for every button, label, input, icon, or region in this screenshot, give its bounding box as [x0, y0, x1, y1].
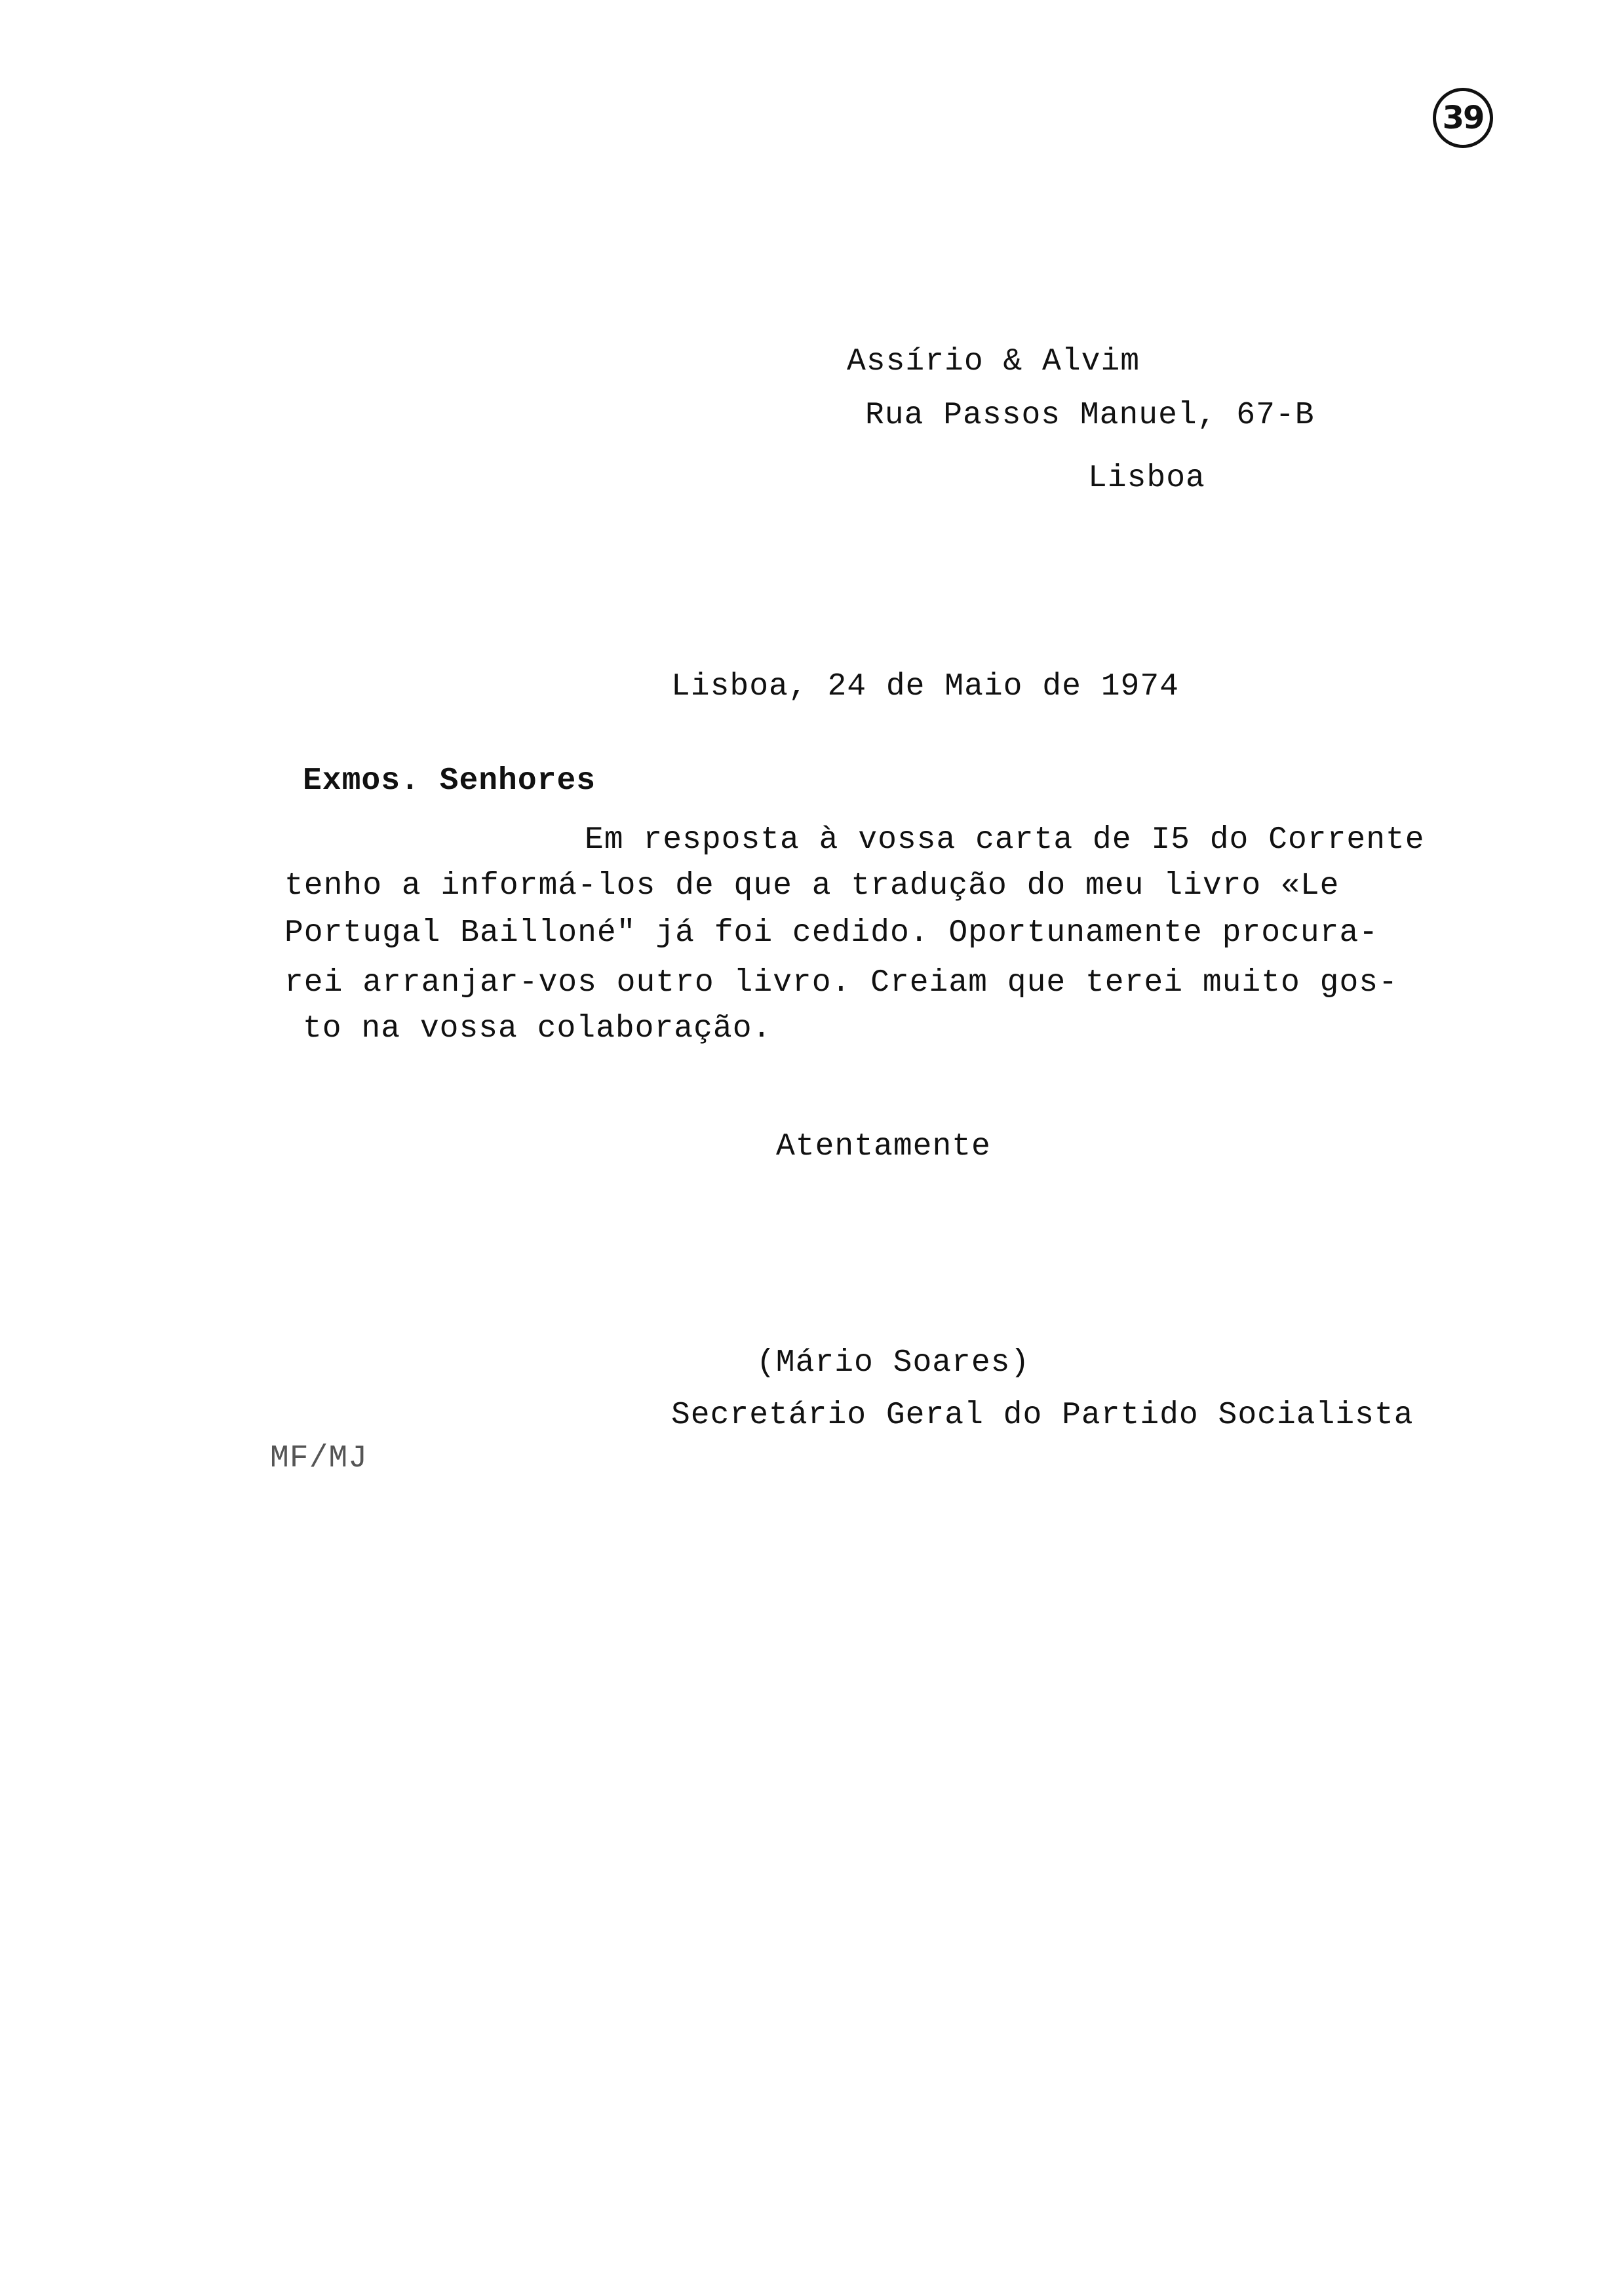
body-line-2: tenho a informá-los de que a tradução do meu livro «Le — [284, 868, 1340, 904]
addressee-city: Lisboa — [1088, 461, 1205, 496]
signature-name: (Mário Soares) — [756, 1345, 1030, 1381]
closing: Atentamente — [776, 1129, 991, 1164]
addressee-street: Rua Passos Manuel, 67-B — [865, 398, 1315, 433]
page-number-stamp: 39 — [1433, 88, 1493, 148]
body-line-3: Portugal Bailloné" já foi cedido. Oportunamente procura- — [284, 915, 1379, 951]
date-line: Lisboa, 24 de Maio de 1974 — [671, 669, 1179, 704]
salutation: Exmos. Senhores — [303, 763, 596, 799]
body-line-4: rei arranjar-vos outro livro. Creiam que terei muito gos- — [284, 965, 1398, 1001]
addressee-name: Assírio & Alvim — [847, 344, 1140, 379]
signature-title: Secretário Geral do Partido Socialista — [671, 1398, 1414, 1433]
body-line-1: Em resposta à vossa carta de I5 do Corrente — [585, 822, 1425, 858]
reference-initials: MF/MJ — [270, 1441, 368, 1476]
body-line-5: to na vossa colaboração. — [303, 1011, 772, 1046]
